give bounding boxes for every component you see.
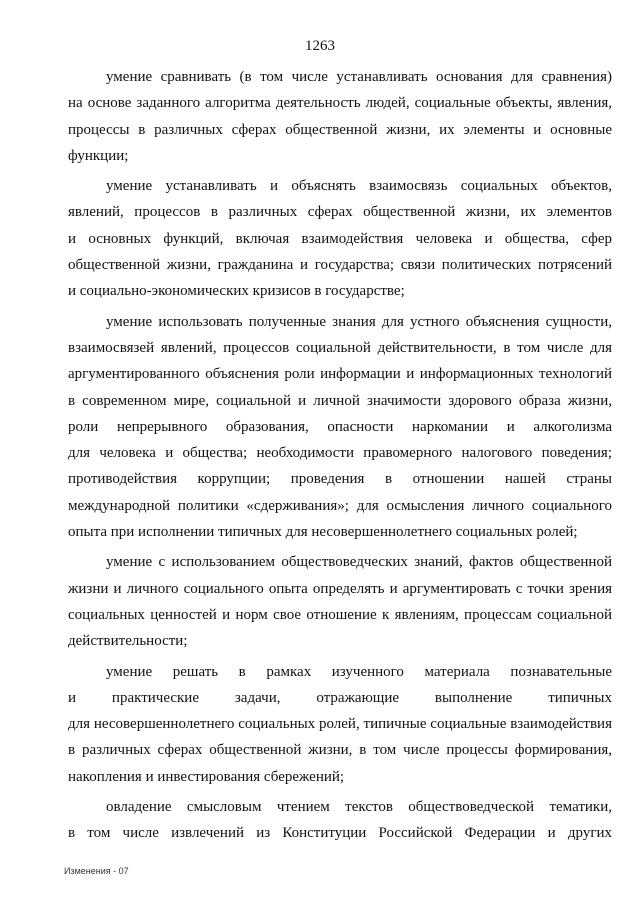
text-line: в том числе извлечений из Конституции Российской Федерации и других — [68, 825, 612, 842]
document-body — [68, 64, 612, 847]
paragraph-explain-relations-skill — [68, 173, 612, 304]
text-line: умение использовать полученные знания для устного объяснения сущности, — [106, 313, 612, 330]
text-line: умение решать в рамках изученного материала познавательные — [106, 663, 612, 680]
text-line: действительности; — [68, 633, 188, 650]
text-line: умение сравнивать (в том числе устанавливать основания для сравнения) — [106, 69, 612, 85]
text-line: умение с использованием обществоведческих знаний, фактов общественной — [106, 554, 612, 571]
paragraph-solve-tasks-skill — [68, 659, 612, 790]
text-line: противодействия коррупции; проведения в отношении нашей страны — [68, 471, 612, 488]
text-line: накопления и инвестирования сбережений; — [68, 768, 345, 785]
text-line: социальных ценностей и норм свое отношение к явлениям, процессам социальной — [68, 606, 612, 623]
text-line: процессы в различных сферах общественной жизни, их элементы и основные — [68, 121, 612, 138]
text-line: в современном мире, социальной и личной значимости здорового образа жизни, — [68, 392, 612, 409]
text-line: для человека и общества; необходимости правомерного налогового поведения; — [68, 445, 612, 462]
text-line: аргументированного объяснения роли информации и информационных технологий — [68, 366, 612, 383]
text-line: в различных сферах общественной жизни, в том числе процессы формирования, — [68, 742, 612, 759]
paragraph-argue-position-skill — [68, 549, 612, 654]
text-line: и практические задачи, отражающие выполнение типичных — [68, 689, 612, 706]
text-line: взаимосвязей явлений, процессов социальной действительности, в том числе для — [68, 339, 612, 356]
text-line: явлений, процессов в различных сферах общественной жизни, их элементов — [68, 204, 612, 221]
page-number: 1263 — [305, 38, 335, 54]
text-line: международной политики «сдерживания»; для осмысления личного социального — [68, 497, 612, 514]
text-line: роли непрерывного образования, опасности наркомании и алкоголизма — [68, 418, 612, 435]
text-line: и основных функций, включая взаимодействия человека и общества, сфер — [68, 230, 612, 247]
text-line: овладение смысловым чтением текстов обществоведческой тематики, — [106, 799, 612, 816]
text-line: опыта при исполнении типичных для несовершеннолетнего социальных ролей; — [68, 524, 578, 541]
revision-footer: Изменения - 07 — [64, 866, 129, 876]
text-line: на основе заданного алгоритма деятельность людей, социальные объекты, явления, — [68, 95, 612, 112]
text-line: для несовершеннолетнего социальных ролей, типичные социальные взаимодействия — [68, 716, 612, 733]
text-line: и социально-экономических кризисов в государстве; — [68, 283, 405, 300]
paragraph-reading-skill — [68, 794, 612, 847]
text-line: общественной жизни, гражданина и государства; связи политических потрясений — [68, 257, 612, 274]
text-line: умение устанавливать и объяснять взаимосвязь социальных объектов, — [106, 178, 612, 195]
paragraph-compare-skill — [68, 64, 612, 169]
paragraph-use-knowledge-skill — [68, 309, 612, 546]
text-line: функции; — [68, 147, 129, 164]
text-line: жизни и личного социального опыта определять и аргументировать с точки зрения — [68, 580, 612, 597]
